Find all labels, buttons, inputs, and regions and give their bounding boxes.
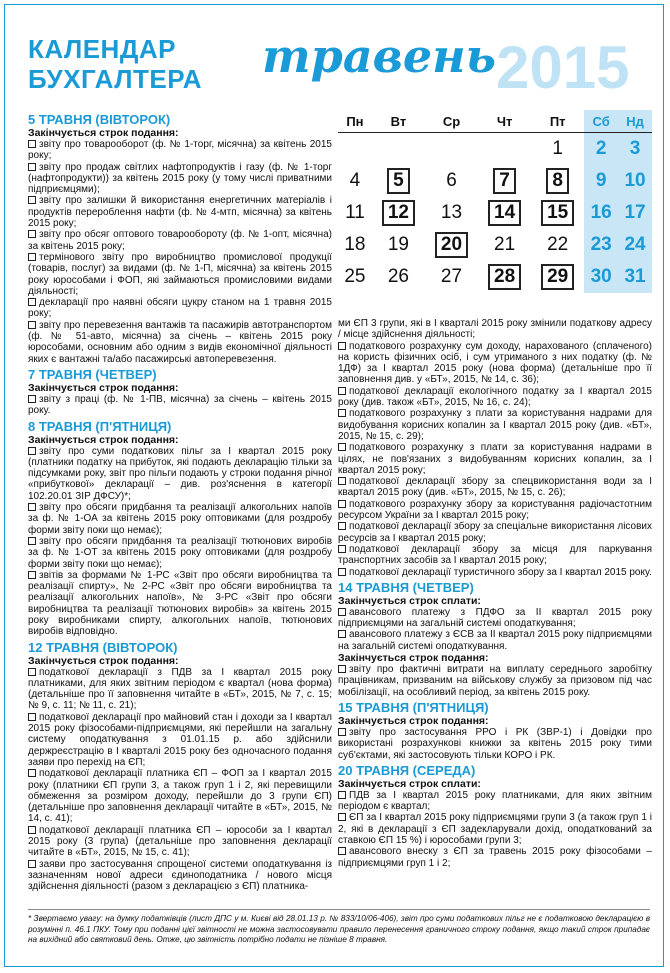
checklist-item-text: податкової декларації збору за спеціальне використання лісових ресурсів за І квартал 2015 року; — [338, 521, 652, 544]
checklist-item-text: звіту про обсяги придбання та реалізації тютюнових виробів за ф. № 1-ОТ за квітень 2015 року оптовиками (для роздробу форми звіту поки що немає); — [28, 535, 332, 570]
calendar-day — [478, 133, 531, 166]
checkbox-icon[interactable] — [28, 230, 36, 238]
day-heading-15: 15 ТРАВНЯ (П'ЯТНИЦЯ) — [338, 699, 489, 715]
day-number: 24 — [624, 234, 646, 255]
weekday-header: Ср — [425, 110, 478, 133]
checkbox-icon[interactable] — [338, 409, 346, 417]
calendar-day — [618, 229, 652, 261]
checklist-item-text: авансового платежу з ПДФО за ІІ квартал 2015 року підприємцями на загальній системі оподаткування; — [338, 606, 652, 630]
checklist-item-text: податкової декларації екологічного податку за І квартал 2015 року (див. також «БТ», 2015, № 16, с. 24); — [338, 385, 652, 409]
checkbox-icon[interactable] — [28, 826, 36, 834]
checklist-item — [338, 607, 652, 630]
list-d15 — [338, 727, 652, 761]
footnote: * Звертаємо увагу: на думку податківців (лист ДПС у м. Києві від 28.01.13 р. № 833/10/06-406), звіт про суми податкових пільг не є податковою декларацією в розумінні п. 46.1 ПКУ. Тому при поданні цієї звітності не можна застосовувати правило перенесення граничного строку подання, якщо такий строк припадає на вихідний або святковий день. Отже, цю звітність потрібно подати не пізніше 8 травня. — [28, 914, 650, 944]
checklist-item-text: звітів за формами № 1-РС «Звіт про обсяги виробництва та реалізації спирту», № 2-РС «Звіт про обсяги виробництва та реалізації алкогольних напоїв», № 3-РС «Звіт про обсяги виробництва та реалізації тютюнових виробів» за квітень 2015 року виробниками спирту, алкогольних напоїв, тютюнових виробів відповідно. — [28, 569, 332, 638]
year: 2015 — [496, 34, 630, 101]
day-heading-5: 5 ТРАВНЯ (ВІВТОРОК) — [28, 112, 171, 127]
weekday-header: Чт — [478, 110, 531, 133]
day-number: 23 — [590, 234, 612, 255]
checklist-item — [28, 162, 332, 196]
checklist-item-text: податкового розрахунку сум доходу, нарахованого (сплаченого) на користь фізичних осіб, і сум утриманого з них податку (ф. № 1ДФ) за І квартал 2015 року (нова форма) (детальніше про її заповнення див. у «БТ», 2015, № 14, с. 36); — [338, 340, 652, 386]
calendar-day — [338, 165, 372, 197]
week-row — [338, 165, 652, 197]
calendar-day — [618, 165, 652, 197]
checklist-item-text: ЄП за І квартал 2015 року підприємцями групи 3 (а також груп 1 і 2, які в декларації з ЄП задекларували дохід, оподаткований за ставкою ЄП 15 %) і юрособами групи 3; — [338, 812, 652, 846]
checklist-item-text: звіту про суми податкових пільг за І квартал 2015 року (платники податку на прибуток, які подають декларацію тільки за підсумками року, звіт про пільги подають у строки подання річної «прибуткової» декларації – див. роз'яснення в категорії 102.20.01 ЗІР ДФСУ)*; — [28, 445, 332, 502]
checklist-item — [338, 790, 652, 813]
checklist-item — [338, 629, 652, 652]
calendar-day — [425, 261, 478, 293]
day-number: 28 — [488, 264, 521, 290]
checklist-item-text: авансового платежу з ЄСВ за ІІ квартал 2015 року підприємцями на загальній системі оподаткування. — [338, 629, 652, 652]
day-number: 8 — [546, 168, 569, 194]
calendar-day — [478, 261, 531, 293]
weekday-header: Вт — [372, 110, 425, 133]
checklist-item — [28, 825, 332, 859]
checkbox-icon[interactable] — [338, 387, 346, 395]
checklist-item — [28, 859, 332, 893]
checklist-item — [338, 544, 652, 567]
checklist-item-text: податкової декларації про майновий стан і доходи за І квартал 2015 року фізособами-підприємцями, які перейшли на загальну систему оподаткування з 01.01.15 р. або здійснили держреєстрацію в І кварталі 2015 року без одночасного подання заяви про перехід на ЄП; — [28, 711, 332, 768]
day-number: 12 — [382, 200, 415, 226]
checklist-item-text: податкової декларації з ПДВ за І квартал 2015 року платниками, для яких звітним періодом є квартал (нова форма) (детальніше про її заповнення читайте в «БТ», 2015, № 7, с. 15; № 9, с. 11; № 11, с. 21); — [28, 666, 332, 712]
checklist-item — [338, 567, 652, 578]
deadline-label: Закінчується строк подання: — [28, 433, 179, 446]
weekday-header: Пт — [531, 110, 584, 133]
week-row — [338, 197, 652, 229]
checklist-item — [28, 252, 332, 297]
calendar-day — [618, 197, 652, 229]
checkbox-icon[interactable] — [338, 500, 346, 508]
checklist-item — [338, 341, 652, 386]
checkbox-icon[interactable] — [338, 847, 346, 855]
calendar-day — [584, 133, 618, 166]
checklist-item — [28, 320, 332, 365]
checkbox-icon[interactable] — [338, 813, 346, 821]
calendar-day — [531, 165, 584, 197]
checkbox-icon[interactable] — [28, 140, 36, 148]
day-number: 4 — [349, 170, 361, 191]
day-number: 22 — [547, 234, 569, 255]
checklist-item — [28, 394, 332, 417]
weekday-header: Сб — [584, 110, 618, 133]
weekday-header: Пн — [338, 110, 372, 133]
day-heading-7: 7 ТРАВНЯ (ЧЕТВЕР) — [28, 366, 157, 382]
checkbox-icon[interactable] — [28, 860, 36, 868]
checklist-item — [338, 727, 652, 761]
checklist-item-text: податкової декларації платника ЄП – ФОП за І квартал 2015 року (платники ЄП групи 3, а також груп 1 і 2, які перевищили обмеження за розміром доходу, перейшли до 3 групи ЄП) (детальніше про заповнення декларації читайте в «БТ», 2015, № 14, с. 41); — [28, 768, 332, 825]
checklist-item — [28, 195, 332, 229]
checklist-item — [338, 386, 652, 409]
day-number: 10 — [624, 170, 646, 191]
deadline-label: Закінчується строк подання: — [28, 127, 179, 139]
checklist-item-text: податкової декларації платника ЄП – юрособи за І квартал 2015 року (3 група) (детальніше про заповнення декларації читайте в «БТ», 2015, № 15, с. 41); — [28, 824, 332, 859]
checkbox-icon[interactable] — [338, 545, 346, 553]
checklist-item-text: податкової декларації збору за спецвикористання води за І квартал 2015 року (див. «БТ», 2015, № 15, с. 26); — [338, 476, 652, 499]
day-number: 29 — [541, 264, 574, 290]
checkbox-icon[interactable] — [338, 477, 346, 485]
checklist-item — [338, 476, 652, 499]
calendar-day — [531, 261, 584, 293]
day-number: 27 — [440, 266, 463, 287]
checkbox-icon[interactable] — [338, 568, 346, 576]
calendar-day — [584, 229, 618, 261]
calendar-day — [478, 229, 531, 261]
checklist-item — [28, 536, 332, 570]
calendar-day — [425, 165, 478, 197]
payment-label: Закінчується строк сплати: — [338, 777, 481, 790]
calendar-day — [531, 229, 584, 261]
checkbox-icon[interactable] — [28, 395, 36, 403]
calendar-day — [372, 197, 425, 229]
month-name: травень — [262, 29, 496, 83]
deadline-label: Закінчується строк подання: — [338, 714, 489, 727]
calendar-day — [425, 133, 478, 166]
day-number: 30 — [590, 266, 612, 287]
day-number: 25 — [344, 266, 366, 287]
continued-text: ми ЄП 3 групи, які в І кварталі 2015 року змінили податкову адресу / місце здійснення діяльності; — [338, 318, 652, 341]
checklist-item — [338, 812, 652, 846]
deadline-label: Закінчується строк подання: — [28, 654, 179, 667]
week-row — [338, 229, 652, 261]
checklist-item-text: податкового розрахунку з плати за користування надрами в цілях, не пов'язаних з видобуванням корисних копалин, за І квартал 2015 року; — [338, 442, 652, 476]
checklist-item — [28, 229, 332, 252]
calendar-day — [372, 261, 425, 293]
calendar-day — [478, 165, 531, 197]
checkbox-icon[interactable] — [28, 321, 36, 329]
calendar-day — [372, 229, 425, 261]
checkbox-icon[interactable] — [28, 503, 36, 511]
day-heading-12: 12 ТРАВНЯ (ВІВТОРОК) — [28, 639, 178, 655]
deadline-label: Закінчується строк подання: — [338, 652, 489, 665]
checkbox-icon[interactable] — [28, 713, 36, 721]
calendar-day — [372, 133, 425, 166]
day-number: 14 — [488, 200, 521, 226]
list-d14-sub — [338, 664, 652, 698]
checklist-item-text: звіту про фактичні витрати на виплату середнього заробітку працівникам, призваним на військову службу за призовом під час мобілізації, на особливий період, за квітень 2015 року. — [338, 664, 652, 698]
day-number: 20 — [435, 232, 468, 258]
checklist-item-text: звіту про обсяг оптового товарообороту (ф. № 1-опт, місячна) за квітень 2015 року; — [28, 229, 332, 252]
checkbox-icon[interactable] — [28, 571, 36, 579]
checklist-item — [338, 846, 652, 869]
checkbox-icon[interactable] — [28, 163, 36, 171]
checklist-item — [28, 712, 332, 768]
checkbox-icon[interactable] — [338, 791, 346, 799]
day-number: 5 — [387, 168, 410, 194]
checklist-item-text: податкової декларації збору за місця для паркування транспортних засобів за І квартал 2015 року; — [338, 543, 652, 567]
checklist-item-text: звіту про обсяги придбання та реалізації алкогольних напоїв за ф. № 1-ОА за квітень 2015 року оптовиками (для роздробу форми звіту поки що немає); — [28, 502, 332, 536]
calendar-day — [531, 133, 584, 166]
checklist-item-text: декларації про наявні обсяги цукру станом на 1 травня 2015 року; — [28, 297, 332, 320]
checklist-item-text: податкової декларації туристичного збору за І квартал 2015 року. — [349, 566, 652, 578]
day-number: 31 — [624, 266, 646, 287]
checklist-item — [28, 139, 332, 162]
checklist-item — [338, 499, 652, 522]
day-number: 26 — [387, 266, 409, 287]
checklist-item — [338, 408, 652, 442]
calendar-day — [618, 261, 652, 293]
calendar-day — [425, 197, 478, 229]
footnote-divider — [28, 909, 650, 910]
list-d7 — [28, 394, 332, 417]
weekday-row — [338, 110, 652, 133]
checkbox-icon[interactable] — [28, 196, 36, 204]
checklist-item — [28, 297, 332, 320]
checklist-item — [338, 664, 652, 698]
checklist-item-text: звіту про застосування РРО і РК (ЗВР-1) і Довідки про використані розрахункові книжки за квітень 2015 року тими суб'єктами, які застосовують тільки КОРО і РК. — [338, 726, 652, 761]
day-number: 1 — [552, 138, 563, 159]
checkbox-icon[interactable] — [338, 665, 346, 673]
checklist-item-text: податкового розрахунку збору за користування радіочастотним ресурсом України за І квартал 2015 року; — [338, 498, 652, 522]
checklist-item — [338, 521, 652, 544]
list-d8 — [28, 446, 332, 638]
day-number: 15 — [541, 200, 574, 226]
checkbox-icon[interactable] — [338, 608, 346, 616]
day-number: 6 — [446, 170, 457, 191]
calendar-day — [338, 133, 372, 166]
day-number: 3 — [629, 138, 641, 159]
week-row — [338, 261, 652, 293]
day-number: 18 — [344, 234, 366, 255]
checklist-item-text: звіту про перевезення вантажів та пасажирів автотранспортом (ф. № 51-авто, місячна) за січень – квітень 2015 року юрособами, основним або одним з видів економічної діяльності яких є вантажні та/або пасажирські автоперевезення. — [28, 319, 332, 365]
checkbox-icon[interactable] — [28, 668, 36, 676]
checklist-item-text: заяви про застосування спрощеної системи оподаткування із зазначенням нової адреси єдиноподатника / нового місця здійснення діяльності (разом з декларацією з ЄП) платника- — [28, 858, 332, 893]
list-d14-pay — [338, 607, 652, 652]
day-heading-8: 8 ТРАВНЯ (П'ЯТНИЦЯ) — [28, 418, 172, 434]
calendar-day — [584, 165, 618, 197]
checkbox-icon[interactable] — [28, 769, 36, 777]
day-heading-20: 20 ТРАВНЯ (СЕРЕДА) — [338, 762, 476, 778]
checklist-item-text: податкового розрахунку з плати за користування надрами для видобування корисних копалин за І квартал 2015 року (див. «БТ», 2015, № 15, с. 29); — [338, 408, 652, 442]
day-number: 17 — [624, 202, 646, 223]
day-number: 9 — [595, 170, 607, 191]
payment-label: Закінчується строк сплати: — [338, 594, 481, 607]
list-cont — [338, 341, 652, 578]
right-column — [338, 318, 652, 869]
checklist-item-text: ПДВ за І квартал 2015 року платниками, для яких звітним періодом є квартал; — [338, 789, 652, 813]
day-heading-14: 14 ТРАВНЯ (ЧЕТВЕР) — [338, 579, 474, 595]
checklist-item-text: термінового звіту про виробництво промислової продукції (товарів, послуг) за видами (ф. № 1-П, місячна) за квітень 2015 року юрособами і ФОП, які займаються промисловими видами діяльності; — [28, 251, 332, 297]
checklist-item — [28, 667, 332, 712]
list-d5 — [28, 139, 332, 365]
checklist-item — [28, 570, 332, 638]
calendar-day — [584, 197, 618, 229]
calendar-day — [338, 197, 372, 229]
checkbox-icon[interactable] — [338, 522, 346, 530]
month-calendar — [338, 110, 652, 293]
checkbox-icon[interactable] — [28, 447, 36, 455]
checklist-item-text: авансового внеску з ЄП за травень 2015 року фізособами – підприємцями груп 1 і 2; — [338, 846, 652, 869]
checkbox-icon[interactable] — [28, 537, 36, 545]
day-number: 11 — [345, 202, 365, 223]
title-line-1: КАЛЕНДАР — [28, 34, 176, 64]
checklist-item — [28, 768, 332, 824]
week-row — [338, 133, 652, 166]
checkbox-icon[interactable] — [338, 342, 346, 350]
checklist-item — [28, 446, 332, 502]
day-number: 7 — [493, 168, 516, 194]
calendar-day — [338, 261, 372, 293]
calendar-day — [531, 197, 584, 229]
checklist-item — [28, 502, 332, 536]
day-number: 13 — [440, 202, 463, 223]
checklist-item-text: звіту з праці (ф. № 1-ПВ, місячна) за січень – квітень 2015 року. — [28, 393, 332, 417]
checkbox-icon[interactable] — [28, 253, 36, 261]
day-number: 21 — [494, 234, 516, 255]
checklist-item-text: звіту про товарооборот (ф. № 1-торг, місячна) за квітень 2015 року; — [28, 139, 332, 162]
left-column — [28, 110, 332, 893]
day-number: 19 — [387, 234, 409, 255]
checklist-item-text: звіту про залишки й використання енергетичних матеріалів і продуктів перероблення нафти (ф. № 4-мтп, місячна) за квітень 2015 року; — [28, 195, 332, 230]
day-number: 2 — [595, 138, 607, 159]
day-number: 16 — [590, 202, 612, 223]
checkbox-icon[interactable] — [338, 630, 346, 638]
checkbox-icon[interactable] — [338, 443, 346, 451]
calendar-day — [338, 229, 372, 261]
title-line-2: БУХГАЛТЕРА — [28, 64, 203, 94]
checklist-item — [338, 442, 652, 476]
list-d20 — [338, 790, 652, 869]
calendar-day — [584, 261, 618, 293]
calendar-day — [478, 197, 531, 229]
weekday-header: Нд — [618, 110, 652, 133]
calendar-day — [618, 133, 652, 166]
calendar-day — [372, 165, 425, 197]
deadline-label: Закінчується строк подання: — [28, 381, 179, 394]
checkbox-icon[interactable] — [28, 298, 36, 306]
checkbox-icon[interactable] — [338, 728, 346, 736]
calendar-title — [28, 34, 238, 94]
calendar-day — [425, 229, 478, 261]
checklist-item-text: звіту про продаж світлих нафтопродуктів і газу (ф. № 1-торг (нафтопродукти)) за квітень 2015 року (у тому числі приватними підприємцями); — [28, 161, 332, 196]
list-d12 — [28, 667, 332, 893]
